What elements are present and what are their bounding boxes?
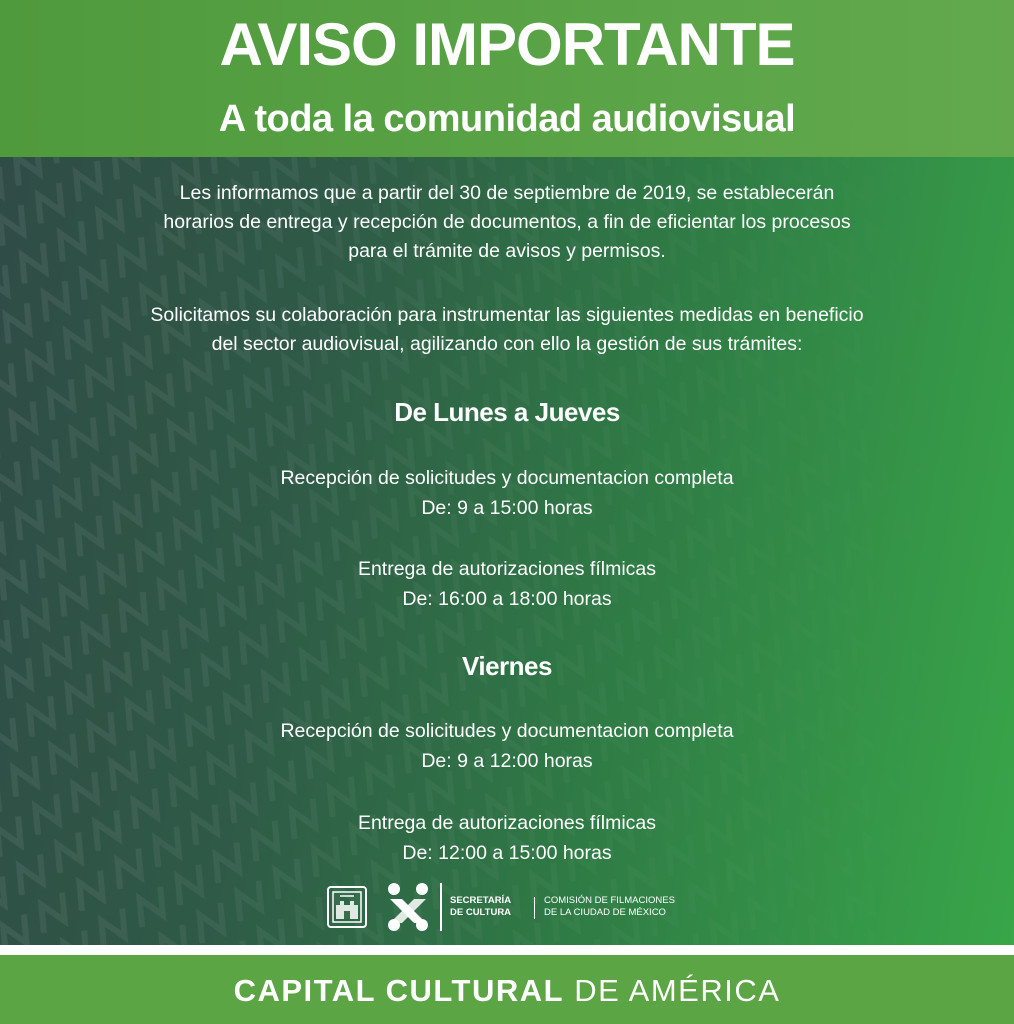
request-line-2: del sector audiovisual, agilizando con ello la gestión de sus trámites: [211,333,803,355]
footer-slogan-regular: DE AMÉRICA [564,973,781,1008]
comision-label [544,895,675,919]
notice-body [0,157,1014,945]
cdmx-logo-icon [382,879,434,935]
secretaria-line-1: SECRETARÍA [450,895,512,906]
logo-divider [440,883,442,931]
comision-line-1: COMISIÓN DE FILMACIONES [544,895,675,906]
secretaria-label [450,895,511,919]
schedule-item-label: Entrega de autorizaciones fílmicas [357,558,657,580]
schedule-item [0,716,1014,776]
schedule-item-label: Entrega de autorizaciones fílmicas [357,812,657,834]
comision-line-2: DE LA CIUDAD DE MÉXICO [544,907,666,918]
divider-band [0,945,1014,955]
schedule-item-label: Recepción de solicitudes y documentacion completa [280,720,734,742]
schedule-item-hours: De: 9 a 15:00 horas [421,497,593,519]
intro-line-2: horarios de entrega y recepción de documentos, a fin de eficientar los procesos [163,211,851,233]
footer-slogan-bold: CAPITAL CULTURAL [233,973,565,1008]
secretaria-line-2: DE CULTURA [450,907,512,918]
intro-line-3: para el trámite de avisos y permisos. [348,240,666,262]
logo-divider-small [534,897,535,919]
schedule-item-label: Recepción de solicitudes y documentacion completa [280,467,734,489]
request-paragraph [40,301,974,359]
schedule-item-hours: De: 16:00 a 18:00 horas [402,588,612,610]
schedule-item-hours: De: 9 a 12:00 horas [421,750,593,772]
schedule-heading-fri: Viernes [462,651,552,681]
schedule-item [0,554,1014,614]
notice-subtitle: A toda la comunidad audiovisual [218,98,796,140]
schedule-item-hours: De: 12:00 a 15:00 horas [402,842,612,864]
institution-logos [322,877,702,937]
cdmx-coat-of-arms-icon [326,883,368,931]
request-line-1: Solicitamos su colaboración para instrumentar las siguientes medidas en beneficio [150,304,864,326]
notice-title: AVISO IMPORTANTE [219,11,795,78]
schedule-item [0,808,1014,868]
intro-paragraph [40,179,974,266]
schedule-item [0,463,1014,523]
schedule-heading-mon-thu: De Lunes a Jueves [394,397,620,427]
footer-slogan [0,973,1014,1009]
footer-banner [0,955,1014,1024]
header-banner [0,0,1014,157]
intro-line-1: Les informamos que a partir del 30 de septiembre de 2019, se establecerán [179,182,835,204]
